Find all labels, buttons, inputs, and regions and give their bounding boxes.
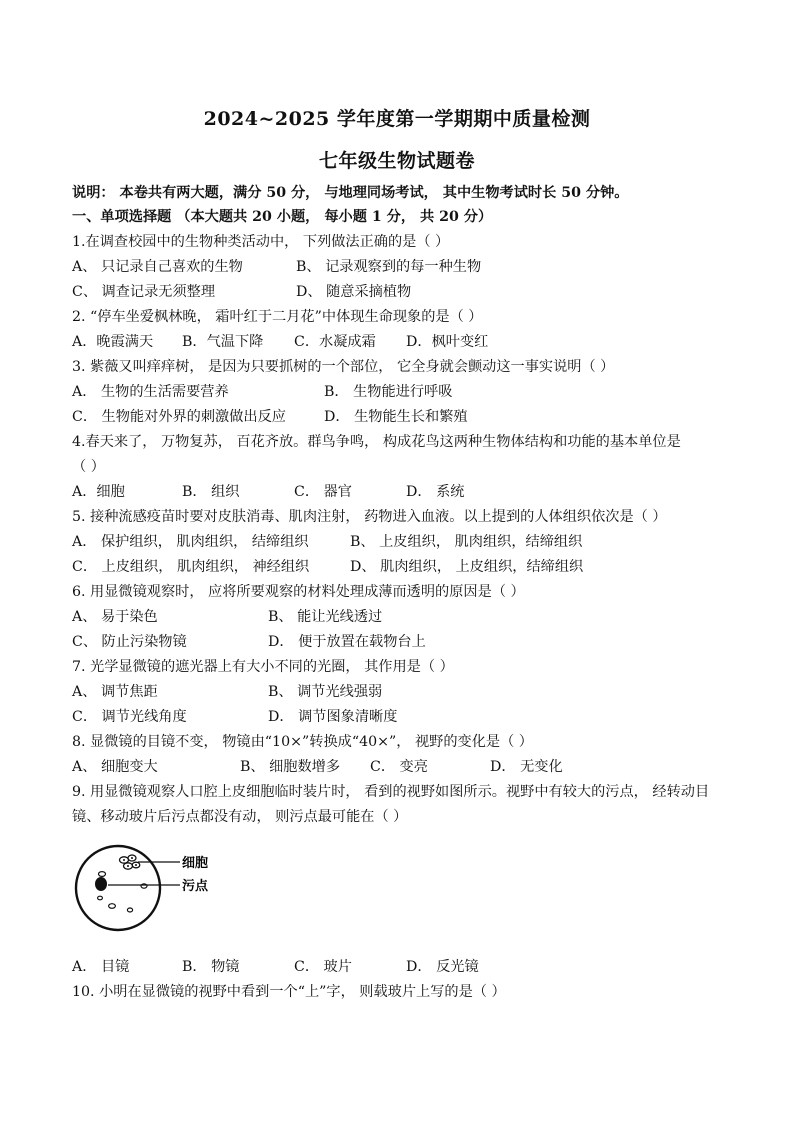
section-heading: 一、单项选择题 （本大题共 20 小题， 每小题 1 分， 共 20 分） — [72, 209, 493, 225]
question-stem: 2. “停车坐爱枫林晚， 霜叶红于二月花”中体现生命现象的是（ ） — [72, 309, 483, 325]
figure-label-stain: 污点 — [182, 879, 209, 894]
question-stem: 5. 接种流感疫苗时要对皮肤消毒、肌肉注射， 药物进入血液。以上提到的人体组织依次是（ ） — [72, 509, 667, 525]
option-c: C、 调查记录无须整理 — [72, 284, 216, 300]
option-b: B、 能让光线透过 — [268, 609, 383, 625]
question-stem-continued: （ ） — [72, 459, 105, 475]
question-stem: 1.在调查校园中的生物种类活动中， 下列做法正确的是（ ） — [72, 234, 450, 250]
option-b: B． 生物能进行呼吸 — [324, 384, 453, 400]
question-stem: 9. 用显微镜观察人口腔上皮细胞临时装片时， 看到的视野如图所示。视野中有较大的污点， 经转动目 — [72, 784, 710, 800]
field-of-view-circle — [76, 846, 160, 930]
exam-title: 2024~2025 学年度第一学期期中质量检测 — [203, 108, 591, 130]
figure-label-cell: 细胞 — [182, 856, 209, 871]
option-d: D、 随意采摘植物 — [296, 284, 412, 300]
option-a: A．细胞 — [72, 484, 125, 500]
question-stem: 10. 小明在显微镜的视野中看到一个“上”字， 则载玻片上写的是（ ） — [72, 984, 506, 1000]
cell-shape — [98, 896, 103, 900]
option-c: C． 器官 — [294, 484, 352, 500]
cell-shape — [109, 904, 116, 909]
option-d: D． 调节图象清晰度 — [268, 709, 398, 725]
option-a: A、 易于染色 — [72, 609, 158, 625]
option-d: D． 便于放置在载物台上 — [268, 634, 426, 650]
option-b: B、 记录观察到的每一种生物 — [296, 259, 482, 275]
option-d: D． 无变化 — [490, 759, 563, 775]
option-c: C．水凝成霜 — [294, 334, 376, 350]
option-b: B、 细胞数增多 — [240, 759, 341, 775]
option-d: D． 反光镜 — [406, 959, 479, 975]
option-c: C． 调节光线角度 — [72, 709, 187, 725]
option-b: B． 物镜 — [182, 959, 240, 975]
option-c: C． 玻片 — [294, 959, 352, 975]
option-a: A． 生物的生活需要营养 — [72, 384, 229, 400]
option-b: B、 调节光线强弱 — [268, 684, 383, 700]
option-c: C． 生物能对外界的刺激做出反应 — [72, 409, 286, 425]
question-stem: 4.春天来了， 万物复苏， 百花齐放。群鸟争鸣， 构成花鸟这两种生物体结构和功能的基本单位是 — [72, 434, 681, 450]
option-d: D．枫叶变红 — [406, 334, 489, 350]
microscope-field-figure — [72, 836, 252, 946]
option-c: C、 防止污染物镜 — [72, 634, 187, 650]
question-stem: 8. 显微镜的目镜不变， 物镜由“10×”转换成“40×”， 视野的变化是（ ） — [72, 734, 533, 750]
exam-subtitle: 七年级生物试题卷 — [318, 150, 475, 172]
option-b: B． 组织 — [182, 484, 240, 500]
question-stem: 6. 用显微镜观察时， 应将所要观察的材料处理成薄而透明的原因是（ ） — [72, 584, 525, 600]
option-d: D． 生物能生长和繁殖 — [324, 409, 468, 425]
option-a: A、 只记录自己喜欢的生物 — [72, 259, 243, 275]
question-stem: 3. 紫薇又叫痒痒树， 是因为只要抓树的一个部位， 它全身就会颤动这一事实说明（ ） — [72, 359, 615, 375]
option-a: A、 调节焦距 — [72, 684, 158, 700]
option-b: B．气温下降 — [182, 334, 264, 350]
option-a: A． 目镜 — [72, 959, 130, 975]
option-c: C． 上皮组织， 肌肉组织， 神经组织 — [72, 559, 310, 575]
question-stem: 7. 光学显微镜的遮光器上有大小不同的光圈， 其作用是（ ） — [72, 659, 454, 675]
option-c: C． 变亮 — [370, 759, 428, 775]
option-a: A． 保护组织， 肌肉组织， 结缔组织 — [72, 534, 309, 550]
exam-note: 说明： 本卷共有两大题，满分 50 分， 与地理同场考试， 其中生物考试时长 50 分钟。 — [72, 185, 629, 201]
option-a: A、 细胞变大 — [72, 759, 158, 775]
stain-spot — [95, 877, 107, 891]
option-d: D． 系统 — [406, 484, 465, 500]
cell-cluster — [120, 855, 140, 869]
cell-shape — [99, 872, 106, 877]
question-stem-continued: 镜、移动玻片后污点都没有动， 则污点最可能在（ ） — [72, 809, 408, 825]
option-a: A．晚霞满天 — [72, 334, 154, 350]
option-b: B、 上皮组织， 肌肉组织，结缔组织 — [350, 534, 583, 550]
cell-shape — [127, 908, 132, 912]
option-d: D、 肌肉组织， 上皮组织，结缔组织 — [350, 559, 584, 575]
